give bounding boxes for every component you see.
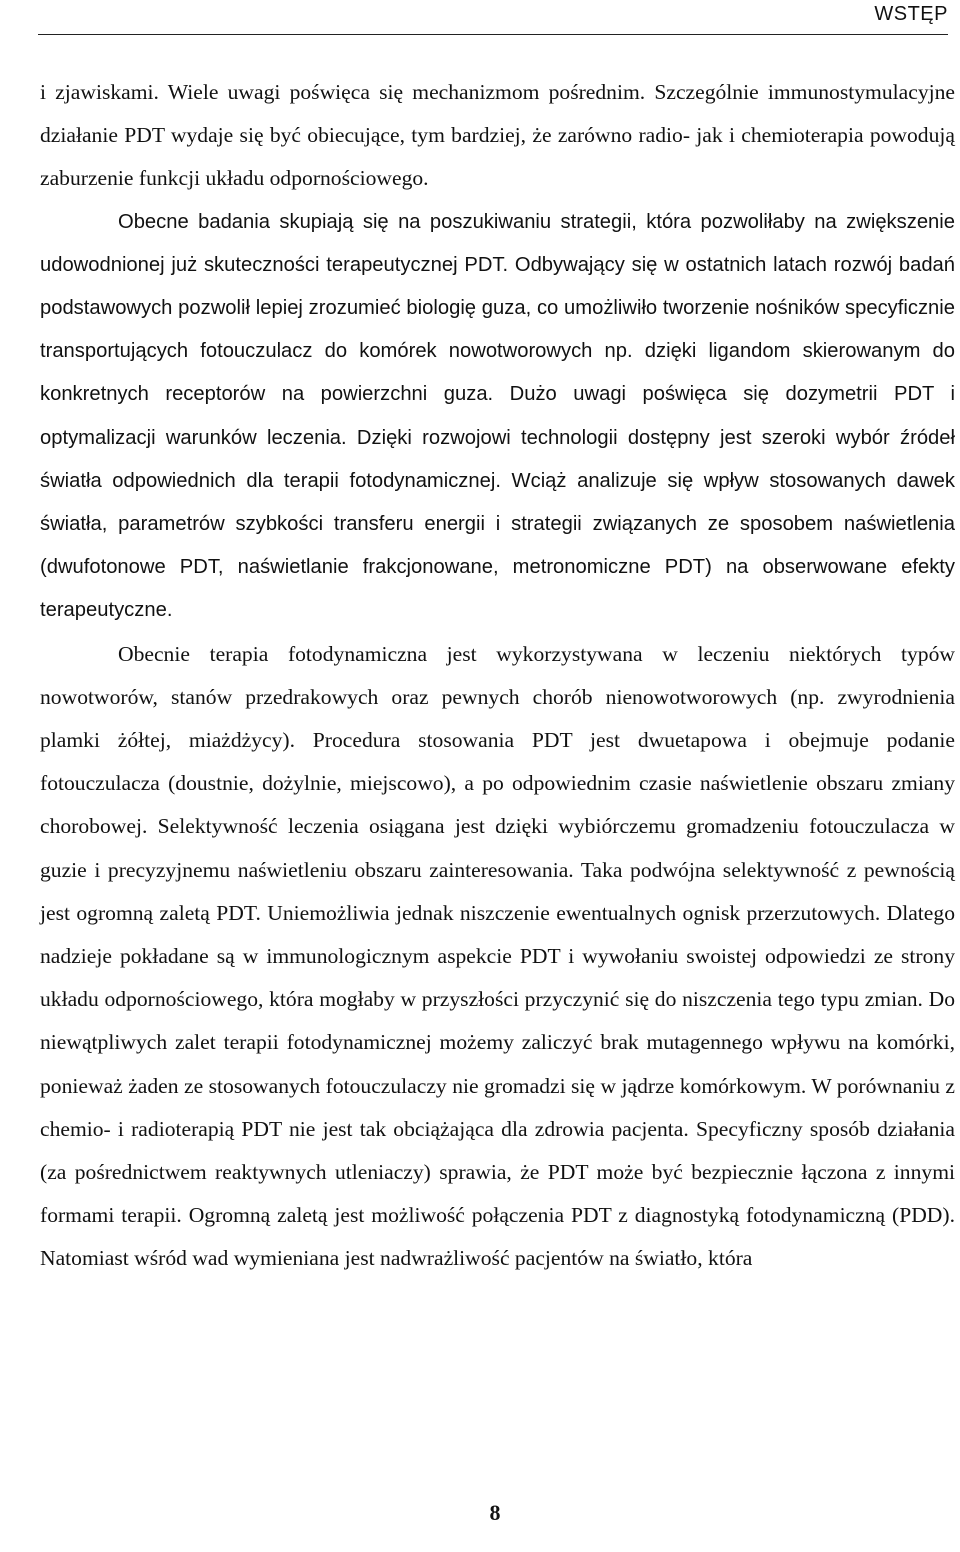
running-header-title: WSTĘP	[874, 3, 948, 25]
page-number: 8	[489, 1500, 501, 1525]
paragraph-3: Obecnie terapia fotodynamiczna jest wykorzystywana w leczeniu niektórych typów nowotworów, stanów przedrakowych oraz pewnych chorób nienowotworowych (np. zwyrodnienia plamki żółtej, miażdżycy). Procedura stosowania PDT jest dwuetapowa i obejmuje podanie fotouczulacza (doustnie, dożylnie, miejscowo), a po odpowiednim czasie naświetlenie obszaru zmiany chorobowej. Selektywność leczenia osiągana jest dzięki wybiórczemu gromadzeniu fotouczulacza w guzie i precyzyjnemu naświetleniu obszaru zainteresowania. Taka podwójna selektywność z pewnością jest ogromną zaletą PDT. Uniemożliwia jednak niszczenie ewentualnych ognisk przerzutowych. Dlatego nadzieje pokładane są w immunologicznym aspekcie PDT i wywołaniu swoistej odpowiedzi ze strony układu odpornościowego, która mogłaby w przyszłości przyczynić się do niszczenia tego typu zmian. Do niewątpliwych zalet terapii fotodynamicznej możemy zaliczyć brak mutagennego wpływu na komórki, ponieważ żaden ze stosowanych fotouczulaczy nie gromadzi się w jądrze komórkowym. W porównaniu z chemio- i radioterapią PDT nie jest tak obciążająca dla zdrowia pacjenta. Specyficzny sposób działania (za pośrednictwem reaktywnych utleniaczy) sprawia, że PDT może być bezpiecznie łączona z innymi formami terapii. Ogromną zaletą jest możliwość połączenia PDT z diagnostyką fotodynamiczną (PDD). Natomiast wśród wad wymieniana jest nadwrażliwość pacjentów na światło, która	[40, 641, 955, 1271]
paragraph-1: i zjawiskami. Wiele uwagi poświęca się mechanizmom pośrednim. Szczególnie immunostymulacyjne działanie PDT wydaje się być obiecujące, tym bardziej, że zarówno radio- jak i chemioterapia powodują zaburzenie funkcji układu odpornościowego.	[40, 80, 955, 191]
body-text	[40, 71, 955, 1281]
paragraph-2: Obecne badania skupiają się na poszukiwaniu strategii, która pozwoliłaby na zwiększenie udowodnionej już skuteczności terapeutycznej PDT. Odbywający się w ostatnich latach rozwój badań podstawowych pozwolił lepiej zrozumieć biologię guza, co umożliwiło tworzenie nośników specyficznie transportujących fotouczulacz do komórek nowotworowych np. dzięki ligandom skierowanym do konkretnych receptorów na powierzchni guza. Dużo uwagi poświęca się dozymetrii PDT i optymalizacji warunków leczenia. Dzięki rozwojowi technologii dostępny jest szeroki wybór źródeł światła odpowiednich dla terapii fotodynamicznej. Wciąż analizuje się wpływ stosowanych dawek światła, parametrów szybkości transferu energii i strategii związanych ze sposobem naświetlenia (dwufotonowe PDT, naświetlanie frakcjonowane, metronomiczne PDT) na obserwowane efekty terapeutyczne.	[40, 210, 955, 622]
page-header	[38, 0, 948, 35]
